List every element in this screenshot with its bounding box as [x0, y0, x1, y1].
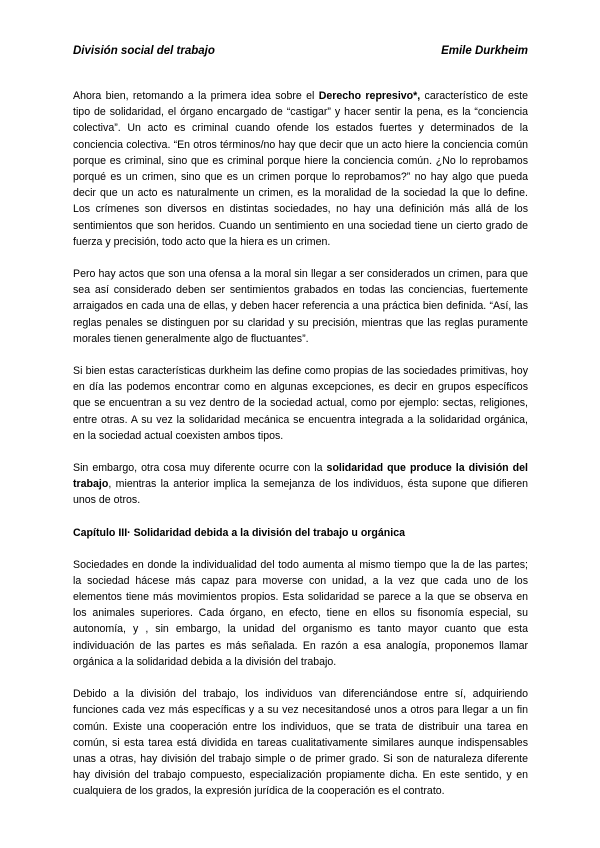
p4-bold: solidaridad que produce la división del trabajo [73, 462, 528, 491]
paragraph-solidaridad-division [73, 460, 528, 509]
page-header [73, 45, 528, 57]
p4-text-a: Sin embargo, otra cosa muy diferente ocurre con la [73, 462, 327, 475]
paragraph-cooperacion: Debido a la división del trabajo, los individuos van diferenciándose entre sí, adquiriendo funciones cada vez más específicas y a su vez necesitandosé unos a otros para llegar a un fin común. Existe una cooperación entre los individuos, que se trata de distribuir una tarea en común, si esta tarea está dividida en tareas cualitativamente similares aunque indispensables unas a otras, hay división del trabajo simple o de primer grado. Si son de naturaleza diferente hay división del trabajo compuesto, especialización propiamente dicha. En este sentido, y en cualquiera de los grados, la expresión jurídica de la cooperación es el contrato. [73, 688, 528, 798]
p1-bold: Derecho represivo*, [318, 90, 421, 102]
paragraph-sociedades-primitivas: Si bien estas características durkheim las define como propias de las sociedades primitivas, hoy en día las podemos encontrar como en algunas excepciones, es decir en grupos específicos que se encuentran a su vez dentro de la sociedad actual, como por ejemplo: sectas, religiones, entre otras. A su vez la solidaridad mecánica se encuentra integrada a la solidaridad orgánica, en la sociedad actual coexisten ambos tipos. [73, 365, 528, 442]
p1-text-a: Ahora bien, retomando a la primera idea sobre el [73, 90, 319, 102]
p1-text-c: característico de este tipo de solidaridad, el órgano encargado de “castigar” y hacer sentir la pena, es la “conciencia colectiva”. Un acto es criminal cuando ofende los estados fuertes y determinados de la conciencia colectiva. “En otros términos/no hay que decir que un acto hiere la conciencia común porque es criminal, sino que es criminal porque hiere la conciencia común. ¿No lo reprobamos porqué es un crimen, sino que es un crimen porque lo reprobamos?” no hay algo que pueda decir que un acto es naturalmente un crimen, es la moralidad de la sociedad la que lo define. Los crímenes son diversos en distintas sociedades, no hay una definición más allá de los sentimientos que son heridos. Cuando un sentimiento en una sociedad tiene un cierto grado de fuerza y precisión, todo acto que la hiera es un crimen. [73, 90, 528, 248]
document-body [73, 88, 528, 816]
paragraph-derecho-represivo [73, 88, 528, 250]
document-title: División social del trabajo [73, 45, 215, 57]
chapter-heading: Capítulo III· Solidaridad debida a la división del trabajo u orgánica [73, 526, 405, 539]
document-author: Emile Durkheim [441, 45, 528, 57]
paragraph-ofensa-moral: Pero hay actos que son una ofensa a la moral sin llegar a ser considerados un crimen, para que sea así considerado deben ser sentimientos grabados en todas las conciencias, fuertemente arraigados en cada una de ellas, y deben hacer referencia a una práctica bien definida. “Así, las reglas penales se distinguen por su claridad y su precisión, mientras que las reglas puramente morales tienen generalmente algo de fluctuantes”. [73, 268, 528, 345]
p4-text-c: , mientras la anterior implica la semejanza de los individuos, ésta supone que difieren unos de otros. [73, 478, 528, 507]
paragraph-individualidad: Sociedades en donde la individualidad del todo aumenta al mismo tiempo que la de las partes; la sociedad hácese más capaz para moverse con unidad, a la vez que cada uno de los elementos tiene más movimientos propios. Esta solidaridad se parece a la que se observa en los animales superiores. Cada órgano, en efecto, tiene en ellos su fisonomía especial, su autonomía, y , sin embargo, la unidad del organismo es tanto mayor cuanto que esta individuación de las partes es más señalada. En razón a esa analogía, proponemos llamar orgánica a la solidaridad debida a la división del trabajo. [73, 558, 528, 668]
